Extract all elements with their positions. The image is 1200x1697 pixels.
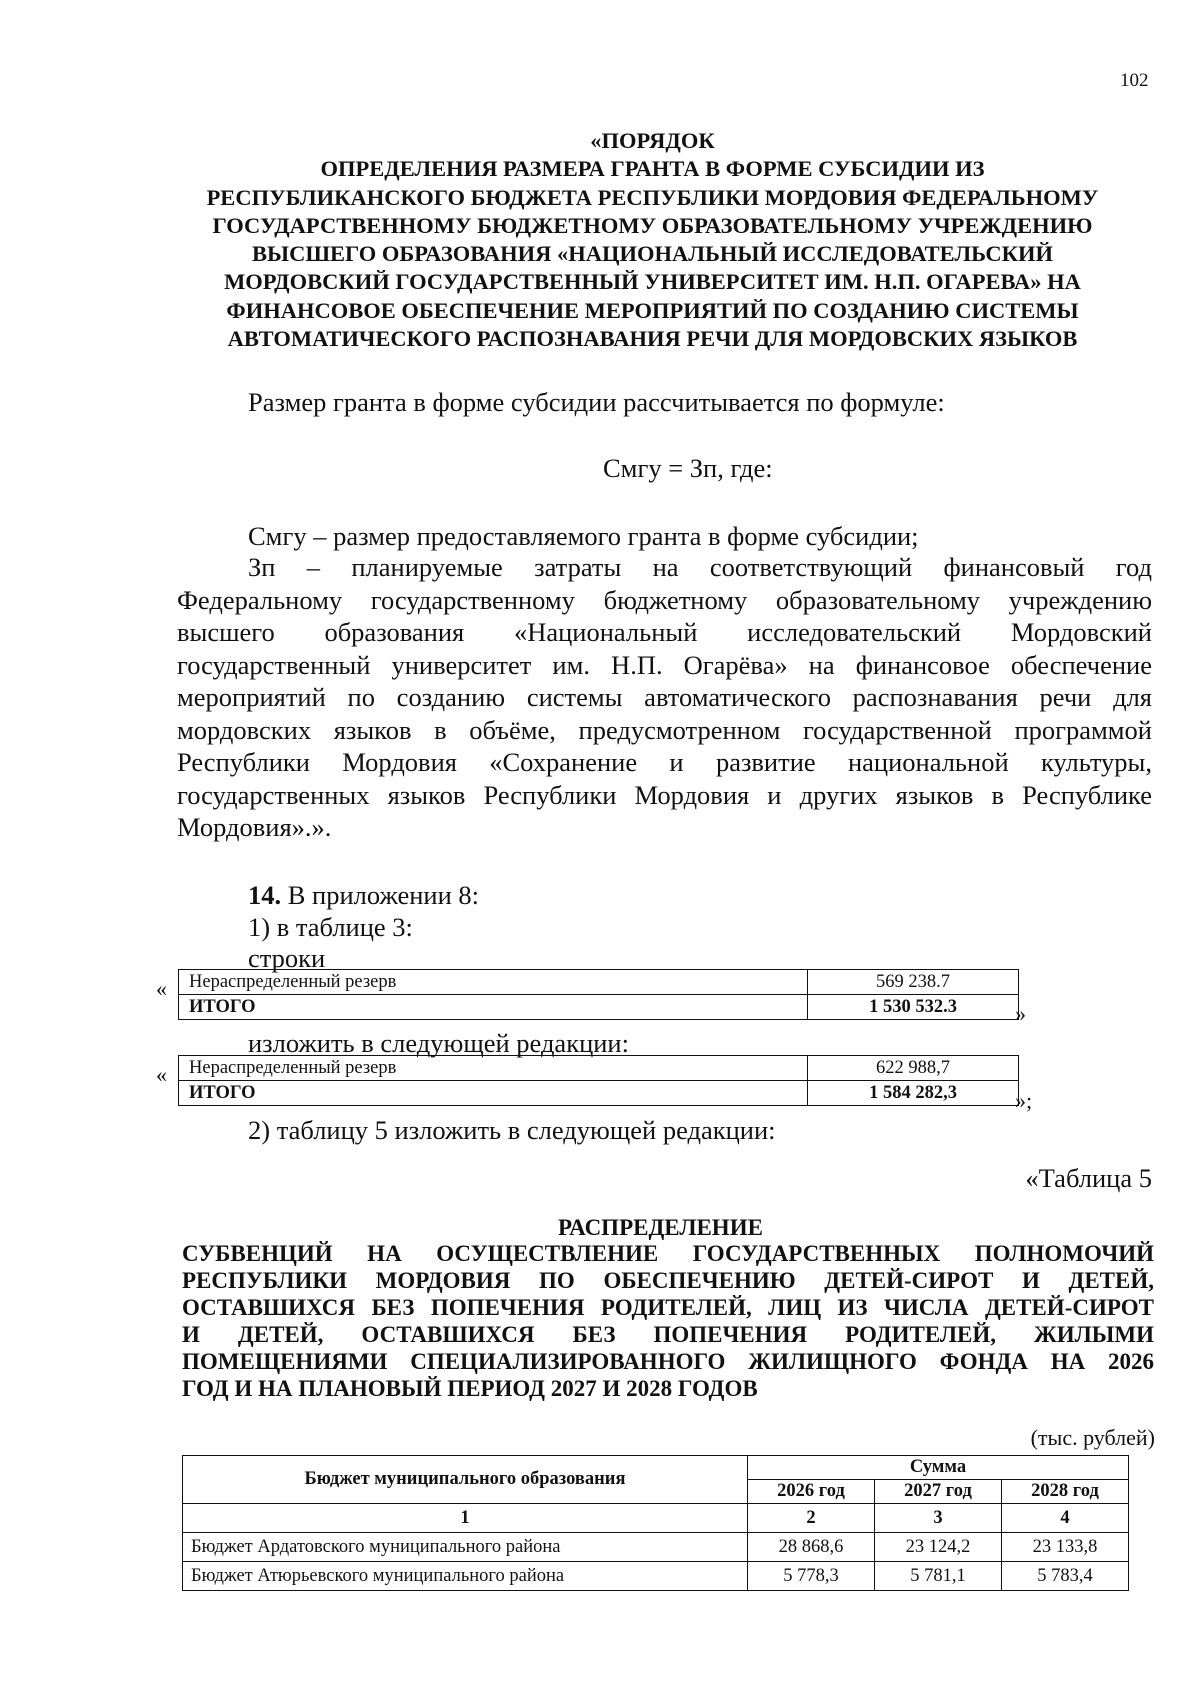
subtitle-line: ОСТАВШИХСЯ БЕЗ ПОПЕЧЕНИЯ РОДИТЕЛЕЙ, ЛИЦ ИЗ ЧИСЛА ДЕТЕЙ-СИРОТ bbox=[182, 1295, 1154, 1320]
value-2026: 5 778,3 bbox=[748, 1562, 875, 1591]
header-sum: Сумма bbox=[748, 1456, 1129, 1480]
subtitle-line: ГОД И НА ПЛАНОВЫЙ ПЕРИОД 2027 И 2028 ГОДОВ bbox=[182, 1376, 758, 1401]
table-row bbox=[183, 1533, 1129, 1562]
table-label: «Таблица 5 bbox=[1025, 1163, 1152, 1193]
column-number-row bbox=[183, 1504, 1129, 1533]
old-rows-table bbox=[178, 969, 1019, 1020]
subitem-2: 2) таблицу 5 изложить в следующей редакции: bbox=[248, 1115, 776, 1145]
subitem-1: 1) в таблице 3: bbox=[248, 912, 413, 942]
table-row bbox=[179, 1081, 1019, 1106]
subtitle-line: СУБВЕНЦИЙ НА ОСУЩЕСТВЛЕНИЕ ГОСУДАРСТВЕННЫХ ПОЛНОМОЧИЙ bbox=[182, 1241, 1154, 1266]
distribution-table bbox=[182, 1455, 1129, 1591]
item-number: 14. bbox=[248, 880, 282, 910]
definition-zp bbox=[177, 551, 1152, 844]
row-value: 1 584 282,3 bbox=[808, 1081, 1019, 1106]
column-number: 4 bbox=[1002, 1504, 1129, 1533]
value-2028: 23 133,8 bbox=[1002, 1533, 1129, 1562]
title-line: ФИНАНСОВОЕ ОБЕСПЕЧЕНИЕ МЕРОПРИЯТИЙ ПО СОЗДАНИЮ СИСТЕМЫ bbox=[226, 297, 1079, 323]
row-name: ИТОГО bbox=[179, 995, 808, 1020]
text-line: Федеральному государственному бюджетному образовательному учреждению bbox=[177, 584, 1152, 615]
header-budget: Бюджет муниципального образования bbox=[183, 1456, 748, 1504]
definition-smgu: Смгу – размер предоставляемого гранта в форме субсидии; bbox=[248, 521, 919, 551]
title-line: ВЫСШЕГО ОБРАЗОВАНИЯ «НАЦИОНАЛЬНЫЙ ИССЛЕДОВАТЕЛЬСКИЙ bbox=[251, 241, 1053, 267]
close-quote: »; bbox=[1015, 1088, 1033, 1113]
new-rows-table bbox=[178, 1055, 1019, 1106]
subtitle-line: РЕСПУБЛИКИ МОРДОВИЯ ПО ОБЕСПЕЧЕНИЮ ДЕТЕЙ-СИРОТ И ДЕТЕЙ, bbox=[182, 1268, 1154, 1293]
text-line: государственный университет им. Н.П. Огарёва» на финансовое обеспечение bbox=[177, 649, 1152, 680]
table-row bbox=[179, 1056, 1019, 1081]
subtitle-line: И ДЕТЕЙ, ОСТАВШИХСЯ БЕЗ ПОПЕЧЕНИЯ РОДИТЕЛЕЙ, ЖИЛЫМИ bbox=[182, 1322, 1154, 1347]
open-quote: « bbox=[156, 1062, 167, 1087]
subtitle-line: ПОМЕЩЕНИЯМИ СПЕЦИАЛИЗИРОВАННОГО ЖИЛИЩНОГО ФОНДА НА 2026 bbox=[182, 1349, 1154, 1374]
header-year: 2028 год bbox=[1002, 1480, 1129, 1504]
text-line: Республики Мордовия «Сохранение и развитие национальной культуры, bbox=[177, 747, 1152, 777]
text-line: государственных языков Республики Мордовия и других языков в Республике bbox=[177, 779, 1152, 810]
column-number: 1 bbox=[183, 1504, 748, 1533]
header-year: 2026 год bbox=[748, 1480, 875, 1504]
title-line: «ПОРЯДОК bbox=[590, 128, 715, 153]
row-name: Нераспределенный резерв bbox=[179, 1056, 808, 1081]
distribution-subtitle bbox=[182, 1240, 1154, 1402]
row-value: 622 988,7 bbox=[808, 1056, 1019, 1081]
column-number: 3 bbox=[875, 1504, 1002, 1533]
text-line: мероприятий по созданию системы автоматического распознавания речи для bbox=[177, 682, 1152, 712]
text-line: Мордовия».». bbox=[177, 812, 332, 842]
title-line: ГОСУДАРСТВЕННОМУ БЮДЖЕТНОМУ ОБРАЗОВАТЕЛЬНОМУ УЧРЕЖДЕНИЮ bbox=[212, 212, 1093, 238]
title-line: РЕСПУБЛИКАНСКОГО БЮДЖЕТА РЕСПУБЛИКИ МОРДОВИЯ ФЕДЕРАЛЬНОМУ bbox=[206, 184, 1099, 210]
value-2027: 5 781,1 bbox=[875, 1562, 1002, 1591]
text-line: мордовских языков в объёме, предусмотренном государственной программой bbox=[177, 714, 1152, 745]
row-name: Нераспределенный резерв bbox=[179, 970, 808, 995]
table-row bbox=[179, 995, 1019, 1020]
value-2027: 23 124,2 bbox=[875, 1533, 1002, 1562]
value-2026: 28 868,6 bbox=[748, 1533, 875, 1562]
restate-text: изложить в следующей редакции: bbox=[248, 1028, 629, 1058]
page-number: 102 bbox=[1120, 70, 1149, 91]
formula: Смгу = Зп, где: bbox=[603, 453, 773, 483]
header-row bbox=[183, 1456, 1129, 1480]
intro-paragraph: Размер гранта в форме субсидии рассчитывается по формуле: bbox=[248, 387, 945, 417]
close-quote: » bbox=[1015, 1001, 1026, 1026]
budget-name: Бюджет Ардатовского муниципального района bbox=[183, 1533, 748, 1562]
title-line: МОРДОВСКИЙ ГОСУДАРСТВЕННЫЙ УНИВЕРСИТЕТ ИМ. Н.П. ОГАРЕВА» НА bbox=[224, 269, 1081, 295]
document-title bbox=[160, 127, 1145, 353]
text-line: высшего образования «Национальный исследовательский Мордовский bbox=[177, 617, 1152, 647]
row-name: ИТОГО bbox=[179, 1081, 808, 1106]
item-text: В приложении 8: bbox=[281, 880, 479, 910]
distribution-title: РАСПРЕДЕЛЕНИЕ bbox=[558, 1215, 763, 1240]
header-year: 2027 год bbox=[875, 1480, 1002, 1504]
value-2028: 5 783,4 bbox=[1002, 1562, 1129, 1591]
units-label: (тыс. рублей) bbox=[1030, 1425, 1155, 1450]
column-number: 2 bbox=[748, 1504, 875, 1533]
table-row bbox=[179, 970, 1019, 995]
title-line: АВТОМАТИЧЕСКОГО РАСПОЗНАВАНИЯ РЕЧИ ДЛЯ МОРДОВСКИХ ЯЗЫКОВ bbox=[227, 326, 1078, 352]
open-quote: « bbox=[156, 976, 167, 1001]
row-value: 569 238.7 bbox=[808, 970, 1019, 995]
rows-label: строки bbox=[248, 943, 326, 973]
item-14 bbox=[248, 879, 479, 911]
budget-name: Бюджет Атюрьевского муниципального района bbox=[183, 1562, 748, 1591]
table-row bbox=[183, 1562, 1129, 1591]
row-value: 1 530 532.3 bbox=[808, 995, 1019, 1020]
title-line: ОПРЕДЕЛЕНИЯ РАЗМЕРА ГРАНТА В ФОРМЕ СУБСИДИИ ИЗ bbox=[320, 156, 985, 182]
text-line: Зп – планируемые затраты на соответствующий финансовый год bbox=[248, 552, 1152, 582]
